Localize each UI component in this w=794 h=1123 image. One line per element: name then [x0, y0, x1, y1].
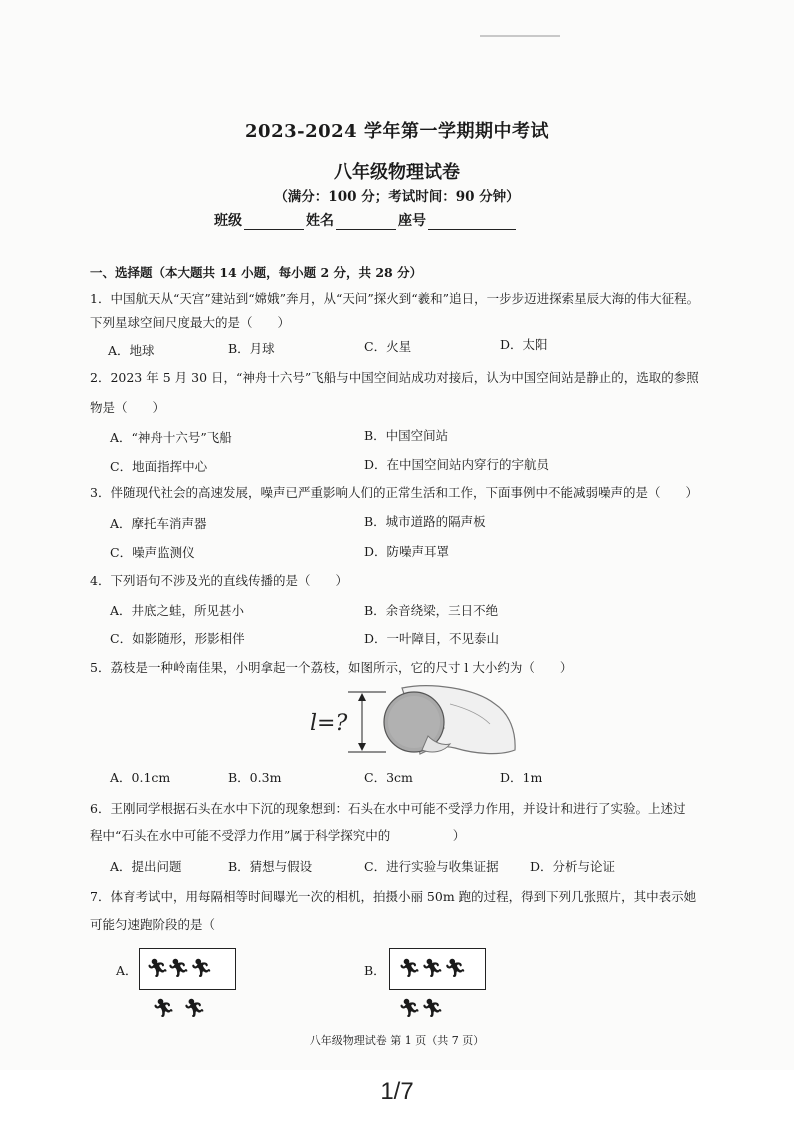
q2-option-c: C．地面指挥中心 [110, 459, 208, 474]
runner-icon: 🏃︎ [420, 958, 442, 979]
q4-option-a: A．井底之蛙，所见甚小 [110, 603, 245, 618]
q7-stem-line1: 7．体育考试中，用每隔相等时间曝光一次的相机，拍摄小丽 50m 跑的过程，得到下列几张照片，其中表示她 [90, 889, 697, 904]
q5-stem: 5．荔枝是一种岭南佳果，小明拿起一个荔枝，如图所示，它的尺寸 l 大小约为（ ） [90, 660, 573, 675]
q2-stem-line1: 2．2023 年 5 月 30 日，“神舟十六号”飞船与中国空间站成功对接后，认为中国空间站是静止的，选取的参照 [90, 370, 699, 385]
q7-photo-a-runners [140, 949, 235, 1029]
q5-option-a: A．0.1cm [110, 770, 171, 785]
q4-option-d: D．一叶障目，不见泰山 [364, 631, 500, 646]
runner-icon: 🏃︎ [420, 998, 442, 1019]
name-label: 姓名 [306, 213, 334, 229]
dim-arrow-down [358, 743, 366, 751]
q3-option-b: B．城市道路的隔声板 [364, 514, 486, 529]
student-info [214, 210, 518, 230]
q5-option-d: D．1m [500, 770, 543, 785]
q5-option-b: B．0.3m [228, 770, 282, 785]
q6-stem-line1: 6．王刚同学根据石头在水中下沉的现象想到：石头在水中可能不受浮力作用，并设计和进行了实验。上述过 [90, 801, 686, 816]
runner-icon: 🏃︎ [189, 958, 211, 979]
runner-icon: 🏃︎ [146, 958, 167, 979]
exam-subtitle: 八年级物理试卷 [334, 162, 460, 183]
q1-option-c: C．火星 [364, 339, 412, 354]
q2-stem-line2: 物是（ ） [90, 400, 166, 415]
q1-stem-line1: 1．中国航天从“天宫”建站到“嫦娥”奔月，从“天问”探火到“羲和”追日，一步步迈进探索星辰大海的伟大征程。 [90, 291, 700, 306]
name-blank [336, 215, 396, 230]
q6-option-b: B．猜想与假设 [228, 859, 313, 874]
page-footer: 八年级物理试卷 第 1 页（共 7 页） [309, 1034, 485, 1047]
q5-option-c: C．3cm [364, 770, 413, 785]
q6-option-c: C．进行实验与收集证据 [364, 859, 499, 874]
q4-option-c: C．如影随形，形影相伴 [110, 631, 245, 646]
q1-option-d: D．太阳 [500, 337, 548, 352]
runner-icon: 🏃︎ [398, 958, 419, 979]
q7-photo-a [139, 948, 236, 1019]
runner-icon: 🏃︎ [166, 958, 188, 979]
figure-label: l=? [310, 711, 348, 736]
q7-option-a-label: A． [116, 963, 138, 978]
q2-option-d: D．在中国空间站内穿行的宇航员 [364, 457, 550, 472]
q6-option-d: D．分析与论证 [530, 859, 616, 874]
q2-option-a: A．“神舟十六号”飞船 [110, 430, 232, 445]
scan-mark [480, 35, 560, 37]
lychee-figure [310, 684, 522, 764]
q4-stem: 4．下列语句不涉及光的直线传播的是（ ） [90, 573, 348, 588]
runner-icon: 🏃︎ [398, 998, 419, 1019]
q3-option-c: C．噪声监测仪 [110, 545, 195, 560]
lychee-hand-drawing [310, 684, 522, 760]
runner-icon: 🏃︎ [182, 998, 204, 1019]
q7-photo-b [389, 948, 486, 1019]
page-indicator: 1/7 [380, 1078, 414, 1105]
runner-icon: 🏃︎ [152, 998, 173, 1019]
seat-blank [428, 215, 516, 230]
seat-label: 座号 [398, 213, 426, 229]
section-heading: 一、选择题（本大题共 14 小题，每小题 2 分，共 28 分） [90, 265, 423, 280]
q3-option-a: A．摩托车消声器 [110, 516, 207, 531]
dim-arrow-up [358, 693, 366, 701]
exam-title: 2023-2024 学年第一学期期中考试 [245, 121, 549, 142]
q3-option-d: D．防噪声耳罩 [364, 544, 450, 559]
q1-stem-line2: 下列星球空间尺度最大的是（ ） [90, 315, 291, 330]
q6-option-a: A．提出问题 [110, 859, 182, 874]
exam-meta: （满分：100 分；考试时间：90 分钟） [274, 189, 520, 205]
q1-option-b: B．月球 [228, 341, 275, 356]
q4-option-b: B．余音绕梁，三日不绝 [364, 603, 499, 618]
q7-option-b-label: B． [364, 963, 386, 978]
class-label: 班级 [214, 213, 242, 229]
q3-stem: 3．伴随现代社会的高速发展，噪声已严重影响人们的正常生活和工作，下面事例中不能减弱噪声的是（ ） [90, 485, 698, 500]
q2-option-b: B．中国空间站 [364, 428, 449, 443]
class-blank [244, 215, 304, 230]
runner-icon: 🏃︎ [443, 958, 465, 979]
q6-stem-line2: 程中“石头在水中可能不受浮力作用”属于科学探究中的 ） [90, 828, 466, 843]
q7-stem-line2: 可能匀速跑阶段的是（ [90, 917, 216, 932]
q1-option-a: A．地球 [108, 343, 155, 358]
q7-photo-b-runners [390, 949, 485, 1029]
